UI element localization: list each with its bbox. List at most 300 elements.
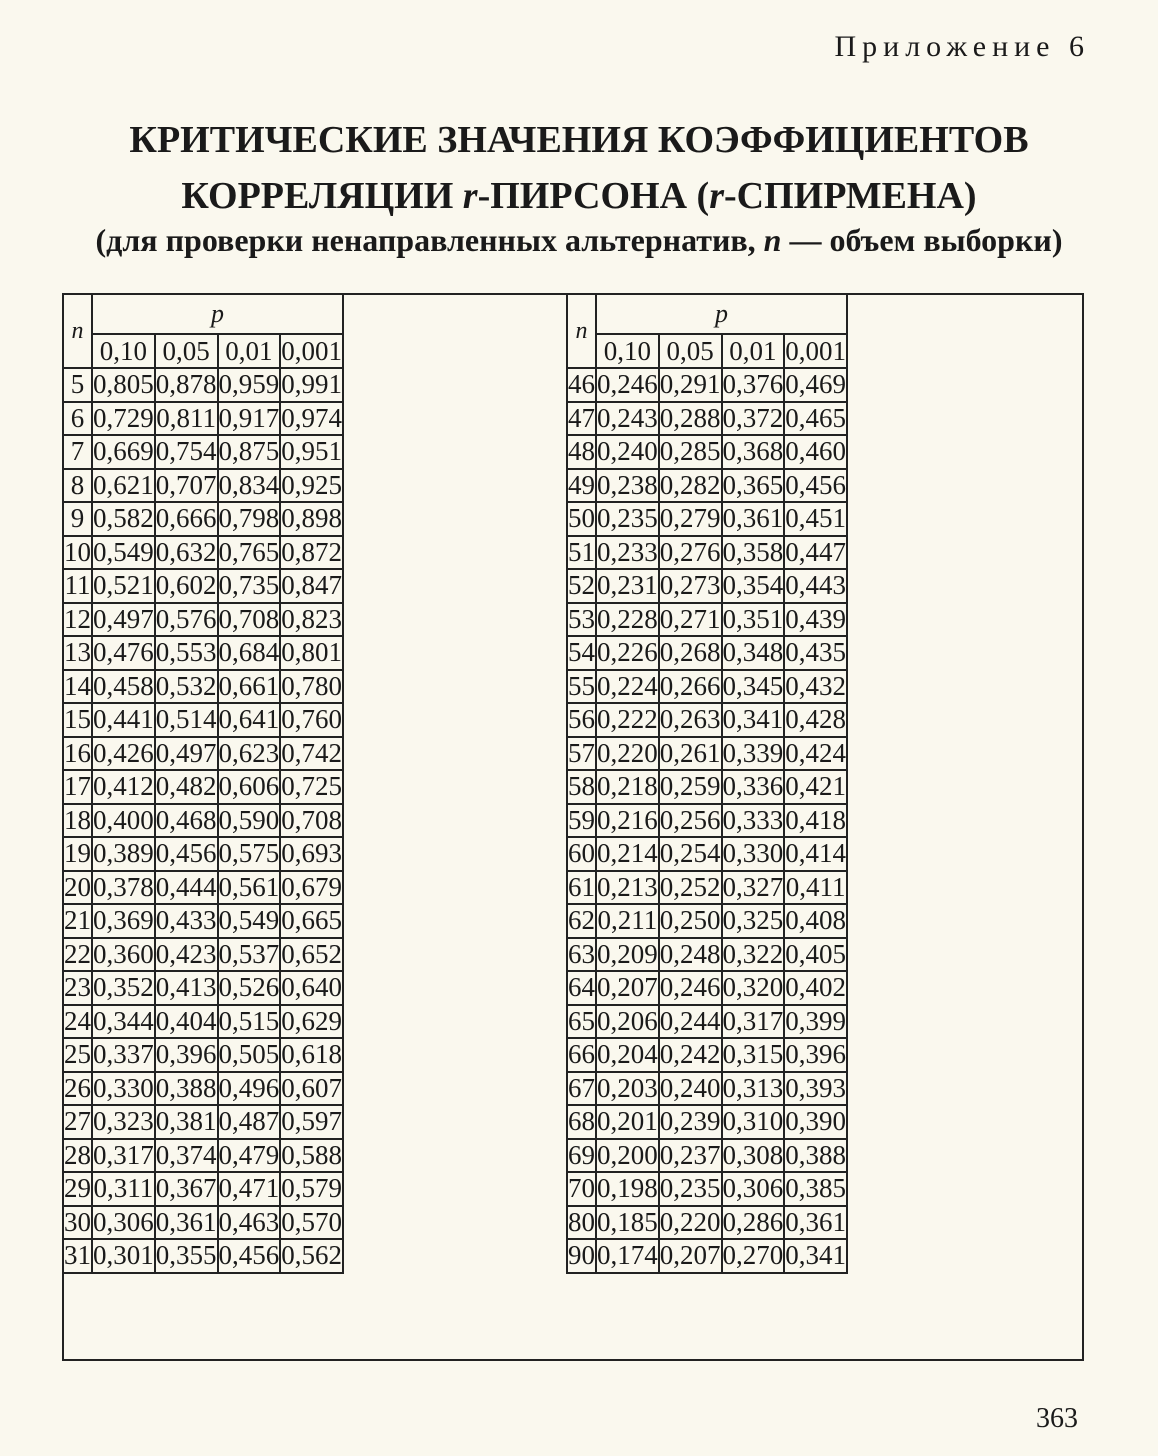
value-cell: 0,435 [784,636,847,670]
value-cell: 0,456 [784,469,847,503]
value-cell: 0,708 [218,603,281,637]
value-cell: 0,399 [784,1005,847,1039]
value-cell: 0,443 [784,569,847,603]
value-cell: 0,330 [722,837,785,871]
value-cell: 0,878 [155,368,218,402]
value-cell: 0,388 [155,1072,218,1106]
value-cell: 0,317 [722,1005,785,1039]
value-cell: 0,666 [155,502,218,536]
value-cell: 0,273 [659,569,722,603]
value-cell: 0,447 [784,536,847,570]
value-cell: 0,389 [92,837,155,871]
value-cell: 0,463 [218,1206,281,1240]
value-cell: 0,742 [280,737,343,771]
table-row [567,469,847,503]
n-cell: 66 [567,1038,596,1072]
value-cell: 0,413 [155,971,218,1005]
value-cell: 0,203 [596,1072,659,1106]
n-cell: 5 [63,368,92,402]
value-cell: 0,358 [722,536,785,570]
value-cell: 0,439 [784,603,847,637]
table-row [567,636,847,670]
value-cell: 0,754 [155,435,218,469]
value-cell: 0,276 [659,536,722,570]
value-cell: 0,252 [659,871,722,905]
n-cell: 10 [63,536,92,570]
value-cell: 0,348 [722,636,785,670]
value-cell: 0,925 [280,469,343,503]
value-cell: 0,618 [280,1038,343,1072]
p-header: p [92,294,343,334]
value-cell: 0,497 [155,737,218,771]
value-cell: 0,641 [218,703,281,737]
table-row [567,536,847,570]
table-row [567,368,847,402]
value-cell: 0,471 [218,1172,281,1206]
n-cell: 65 [567,1005,596,1039]
value-cell: 0,487 [218,1105,281,1139]
value-cell: 0,621 [92,469,155,503]
value-cell: 0,207 [596,971,659,1005]
value-cell: 0,898 [280,502,343,536]
n-cell: 67 [567,1072,596,1106]
value-cell: 0,235 [596,502,659,536]
value-cell: 0,460 [784,435,847,469]
n-cell: 15 [63,703,92,737]
table-row [567,1072,847,1106]
value-cell: 0,333 [722,804,785,838]
n-cell: 80 [567,1206,596,1240]
value-cell: 0,301 [92,1239,155,1273]
n-cell: 59 [567,804,596,838]
page-number: 363 [1036,1403,1078,1434]
value-cell: 0,606 [218,770,281,804]
value-cell: 0,341 [722,703,785,737]
value-cell: 0,549 [92,536,155,570]
table-row [63,804,343,838]
value-cell: 0,505 [218,1038,281,1072]
value-cell: 0,306 [722,1172,785,1206]
table-row [567,603,847,637]
value-cell: 0,400 [92,804,155,838]
value-cell: 0,351 [722,603,785,637]
value-cell: 0,707 [155,469,218,503]
p-value-header: 0,10 [596,334,659,368]
value-cell: 0,476 [92,636,155,670]
value-cell: 0,239 [659,1105,722,1139]
value-cell: 0,479 [218,1139,281,1173]
table-row [567,737,847,771]
value-cell: 0,200 [596,1139,659,1173]
table-row [63,636,343,670]
table-row [63,1005,343,1039]
value-cell: 0,823 [280,603,343,637]
n-cell: 48 [567,435,596,469]
value-cell: 0,231 [596,569,659,603]
n-header: n [63,294,92,368]
value-cell: 0,393 [784,1072,847,1106]
value-cell: 0,322 [722,938,785,972]
n-cell: 22 [63,938,92,972]
value-cell: 0,514 [155,703,218,737]
value-cell: 0,532 [155,670,218,704]
value-cell: 0,562 [280,1239,343,1273]
value-cell: 0,396 [155,1038,218,1072]
value-cell: 0,991 [280,368,343,402]
value-cell: 0,209 [596,938,659,972]
value-cell: 0,344 [92,1005,155,1039]
table-row [63,569,343,603]
value-cell: 0,669 [92,435,155,469]
value-cell: 0,798 [218,502,281,536]
table-row [63,1038,343,1072]
n-cell: 47 [567,402,596,436]
n-cell: 23 [63,971,92,1005]
value-cell: 0,237 [659,1139,722,1173]
p-value-header: 0,10 [92,334,155,368]
value-cell: 0,423 [155,938,218,972]
table-row [567,871,847,905]
value-cell: 0,315 [722,1038,785,1072]
value-cell: 0,570 [280,1206,343,1240]
value-cell: 0,458 [92,670,155,704]
value-cell: 0,228 [596,603,659,637]
value-cell: 0,381 [155,1105,218,1139]
table-row [63,603,343,637]
value-cell: 0,579 [280,1172,343,1206]
value-cell: 0,497 [92,603,155,637]
value-cell: 0,811 [155,402,218,436]
value-cell: 0,213 [596,871,659,905]
n-cell: 12 [63,603,92,637]
value-cell: 0,310 [722,1105,785,1139]
n-cell: 30 [63,1206,92,1240]
n-cell: 13 [63,636,92,670]
value-cell: 0,248 [659,938,722,972]
value-cell: 0,602 [155,569,218,603]
value-cell: 0,451 [784,502,847,536]
value-cell: 0,847 [280,569,343,603]
value-cell: 0,271 [659,603,722,637]
n-cell: 11 [63,569,92,603]
value-cell: 0,801 [280,636,343,670]
value-cell: 0,780 [280,670,343,704]
n-cell: 24 [63,1005,92,1039]
value-cell: 0,341 [784,1239,847,1273]
value-cell: 0,352 [92,971,155,1005]
value-cell: 0,365 [722,469,785,503]
n-cell: 7 [63,435,92,469]
value-cell: 0,521 [92,569,155,603]
table-row [567,1139,847,1173]
value-cell: 0,261 [659,737,722,771]
page-title [40,112,1118,224]
value-cell: 0,444 [155,871,218,905]
value-cell: 0,760 [280,703,343,737]
value-cell: 0,974 [280,402,343,436]
n-cell: 63 [567,938,596,972]
n-cell: 61 [567,871,596,905]
title-line-2: КОРРЕЛЯЦИИ r-ПИРСОНА (r-СПИРМЕНА) [181,175,977,217]
value-cell: 0,588 [280,1139,343,1173]
n-cell: 49 [567,469,596,503]
p-value-header: 0,001 [784,334,847,368]
value-cell: 0,408 [784,904,847,938]
value-cell: 0,327 [722,871,785,905]
n-cell: 8 [63,469,92,503]
value-cell: 0,432 [784,670,847,704]
n-header: n [567,294,596,368]
title-line-1: КРИТИЧЕСКИЕ ЗНАЧЕНИЯ КОЭФФИЦИЕНТОВ [129,119,1029,161]
p-value-header: 0,01 [218,334,281,368]
value-cell: 0,235 [659,1172,722,1206]
table-row [567,1038,847,1072]
value-cell: 0,623 [218,737,281,771]
value-cell: 0,404 [155,1005,218,1039]
value-cell: 0,665 [280,904,343,938]
table-row [567,1239,847,1273]
value-cell: 0,526 [218,971,281,1005]
n-cell: 68 [567,1105,596,1139]
table-row [567,1105,847,1139]
table-row [63,1105,343,1139]
value-cell: 0,553 [155,636,218,670]
value-cell: 0,414 [784,837,847,871]
table-right [566,293,848,1274]
value-cell: 0,597 [280,1105,343,1139]
value-cell: 0,402 [784,971,847,1005]
value-cell: 0,411 [784,871,847,905]
table-row [63,1139,343,1173]
p-value-header: 0,05 [155,334,218,368]
value-cell: 0,496 [218,1072,281,1106]
value-cell: 0,308 [722,1139,785,1173]
p-header: p [596,294,847,334]
value-cell: 0,549 [218,904,281,938]
table-row [567,1005,847,1039]
value-cell: 0,204 [596,1038,659,1072]
value-cell: 0,238 [596,469,659,503]
value-cell: 0,468 [155,804,218,838]
value-cell: 0,482 [155,770,218,804]
value-cell: 0,374 [155,1139,218,1173]
p-value-header: 0,001 [280,334,343,368]
value-cell: 0,632 [155,536,218,570]
value-cell: 0,693 [280,837,343,871]
table-row [567,502,847,536]
n-cell: 31 [63,1239,92,1273]
appendix-label: Приложение 6 [834,30,1090,63]
value-cell: 0,469 [784,368,847,402]
n-cell: 19 [63,837,92,871]
n-cell: 6 [63,402,92,436]
value-cell: 0,222 [596,703,659,737]
value-cell: 0,224 [596,670,659,704]
value-cell: 0,456 [155,837,218,871]
value-cell: 0,368 [722,435,785,469]
n-cell: 25 [63,1038,92,1072]
n-cell: 27 [63,1105,92,1139]
n-cell: 60 [567,837,596,871]
value-cell: 0,418 [784,804,847,838]
value-cell: 0,279 [659,502,722,536]
value-cell: 0,240 [659,1072,722,1106]
table-row [567,971,847,1005]
value-cell: 0,367 [155,1172,218,1206]
value-cell: 0,396 [784,1038,847,1072]
value-cell: 0,405 [784,938,847,972]
n-cell: 70 [567,1172,596,1206]
value-cell: 0,174 [596,1239,659,1273]
table-row [63,837,343,871]
n-cell: 90 [567,1239,596,1273]
value-cell: 0,537 [218,938,281,972]
value-cell: 0,456 [218,1239,281,1273]
value-cell: 0,629 [280,1005,343,1039]
value-cell: 0,708 [280,804,343,838]
value-cell: 0,218 [596,770,659,804]
value-cell: 0,412 [92,770,155,804]
value-cell: 0,220 [596,737,659,771]
value-cell: 0,385 [784,1172,847,1206]
value-cell: 0,582 [92,502,155,536]
n-cell: 55 [567,670,596,704]
value-cell: 0,729 [92,402,155,436]
n-cell: 14 [63,670,92,704]
n-cell: 56 [567,703,596,737]
table-row [567,1206,847,1240]
value-cell: 0,259 [659,770,722,804]
value-cell: 0,354 [722,569,785,603]
value-cell: 0,684 [218,636,281,670]
table-row [63,904,343,938]
value-cell: 0,378 [92,871,155,905]
value-cell: 0,951 [280,435,343,469]
table-row [63,1072,343,1106]
n-cell: 26 [63,1072,92,1106]
value-cell: 0,640 [280,971,343,1005]
value-cell: 0,959 [218,368,281,402]
table-row [63,938,343,972]
value-cell: 0,428 [784,703,847,737]
value-cell: 0,313 [722,1072,785,1106]
value-cell: 0,256 [659,804,722,838]
value-cell: 0,266 [659,670,722,704]
table-left [62,293,344,1274]
value-cell: 0,250 [659,904,722,938]
value-cell: 0,311 [92,1172,155,1206]
value-cell: 0,246 [659,971,722,1005]
value-cell: 0,233 [596,536,659,570]
table-row [567,670,847,704]
value-cell: 0,424 [784,737,847,771]
table-row [63,770,343,804]
value-cell: 0,679 [280,871,343,905]
value-cell: 0,433 [155,904,218,938]
table-row [63,368,343,402]
value-cell: 0,465 [784,402,847,436]
table-row [63,1172,343,1206]
value-cell: 0,735 [218,569,281,603]
table-row [567,402,847,436]
value-cell: 0,515 [218,1005,281,1039]
value-cell: 0,242 [659,1038,722,1072]
value-cell: 0,336 [722,770,785,804]
value-cell: 0,206 [596,1005,659,1039]
value-cell: 0,286 [722,1206,785,1240]
value-cell: 0,765 [218,536,281,570]
value-cell: 0,220 [659,1206,722,1240]
table-row [63,871,343,905]
value-cell: 0,240 [596,435,659,469]
p-value-header: 0,01 [722,334,785,368]
value-cell: 0,198 [596,1172,659,1206]
n-cell: 28 [63,1139,92,1173]
value-cell: 0,355 [155,1239,218,1273]
n-cell: 64 [567,971,596,1005]
value-cell: 0,337 [92,1038,155,1072]
table-row [567,804,847,838]
value-cell: 0,268 [659,636,722,670]
table-row [567,1172,847,1206]
value-cell: 0,805 [92,368,155,402]
value-cell: 0,243 [596,402,659,436]
table-row [567,703,847,737]
table-row [567,435,847,469]
table-row [63,670,343,704]
value-cell: 0,875 [218,435,281,469]
table-row [567,569,847,603]
page-subtitle: (для проверки ненаправленных альтернатив, n — объем выборки) [95,222,1063,258]
table-row [63,971,343,1005]
value-cell: 0,345 [722,670,785,704]
value-cell: 0,661 [218,670,281,704]
value-cell: 0,185 [596,1206,659,1240]
value-cell: 0,254 [659,837,722,871]
value-cell: 0,246 [596,368,659,402]
value-cell: 0,323 [92,1105,155,1139]
value-cell: 0,339 [722,737,785,771]
value-cell: 0,244 [659,1005,722,1039]
value-cell: 0,421 [784,770,847,804]
n-cell: 53 [567,603,596,637]
n-cell: 52 [567,569,596,603]
table-row [567,837,847,871]
value-cell: 0,441 [92,703,155,737]
table-row [63,435,343,469]
value-cell: 0,390 [784,1105,847,1139]
value-cell: 0,306 [92,1206,155,1240]
n-cell: 54 [567,636,596,670]
value-cell: 0,282 [659,469,722,503]
value-cell: 0,575 [218,837,281,871]
n-cell: 57 [567,737,596,771]
table-row [567,938,847,972]
table-row [63,703,343,737]
value-cell: 0,361 [722,502,785,536]
value-cell: 0,426 [92,737,155,771]
value-cell: 0,288 [659,402,722,436]
value-cell: 0,576 [155,603,218,637]
table-row [63,1239,343,1273]
value-cell: 0,872 [280,536,343,570]
table-row [63,502,343,536]
table-row [63,402,343,436]
n-cell: 46 [567,368,596,402]
value-cell: 0,561 [218,871,281,905]
table-row [567,904,847,938]
n-cell: 17 [63,770,92,804]
